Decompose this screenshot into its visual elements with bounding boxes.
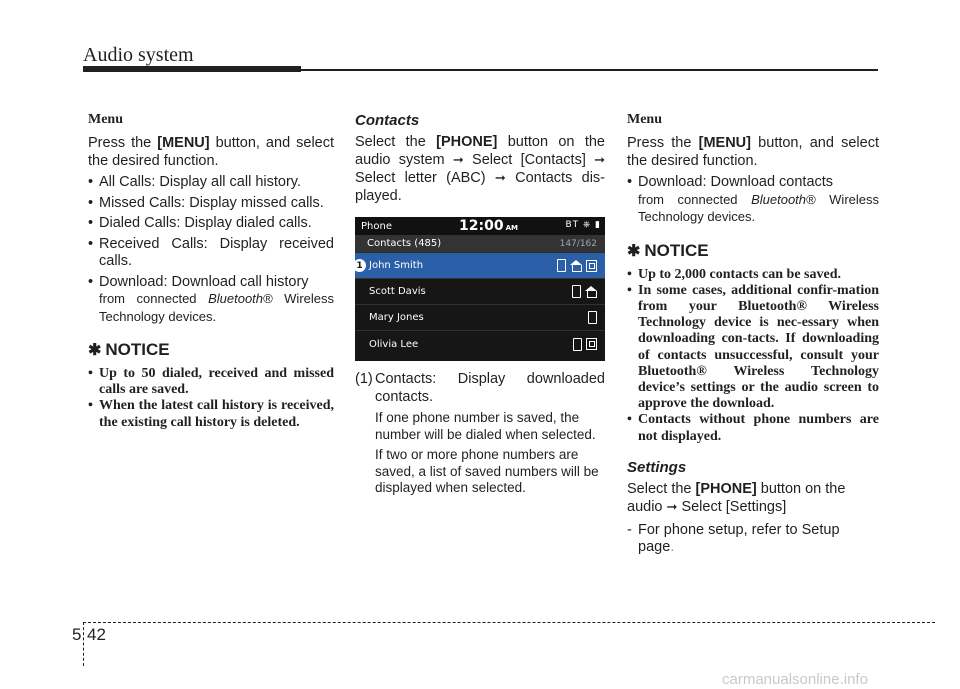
phone-key-label: [PHONE] xyxy=(695,480,757,497)
footer-rule xyxy=(83,622,935,623)
callout-descriptions xyxy=(355,371,605,497)
mobile-phone-icon xyxy=(557,259,566,272)
home-icon xyxy=(570,260,582,272)
notice-list xyxy=(627,267,879,445)
settings-instructions: Select the [PHONE] button on the audio ➞ Select [Settings] xyxy=(627,480,846,515)
list-item: • Dialed Calls: Display dialed calls. xyxy=(88,215,312,231)
arrow-right-icon: ➞ xyxy=(666,498,678,514)
notice-heading: ✱ NOTICE xyxy=(627,240,709,260)
notice-heading: ✱ NOTICE xyxy=(88,340,170,359)
setup-reference: - For phone setup, refer to Setup page. xyxy=(627,521,840,556)
screen-status-icons: BT ⎈ ▮ xyxy=(565,220,601,230)
mobile-phone-icon xyxy=(588,311,597,324)
header-rule-thick xyxy=(83,66,301,72)
watermark: carmanualsonline.info xyxy=(722,671,868,688)
notice-item: • Contacts without phone numbers are not displayed. xyxy=(627,412,879,444)
list-item-download: • Download: Download call history from connected Bluetooth® Wireless Technology devices. xyxy=(88,273,334,324)
chapter-number: 5 xyxy=(72,625,82,644)
mobile-phone-icon xyxy=(572,285,581,298)
contacts-heading: Contacts xyxy=(355,112,420,129)
menu-function-list xyxy=(627,174,879,227)
list-item: • Received Calls: Display received calls. xyxy=(88,235,334,269)
arrow-right-icon: ➞ xyxy=(494,170,506,185)
screen-contact-row: Olivia Lee xyxy=(355,331,605,357)
menu-key-label: [MENU] xyxy=(157,135,210,151)
screen-clock: 12:00 AM xyxy=(459,218,518,234)
screen-app-title: Phone xyxy=(361,220,392,232)
phone-key-label: [PHONE] xyxy=(436,134,498,150)
notice-item: • Up to 2,000 contacts can be saved. xyxy=(627,266,841,282)
notice-star-icon: ✱ xyxy=(627,242,641,260)
callout-description: (1) Contacts: Display downloaded contacts. xyxy=(355,371,605,405)
notice-star-icon: ✱ xyxy=(88,342,102,359)
menu-function-list xyxy=(88,174,334,326)
list-item-download: • Download: Download contacts from connected Bluetooth® Wireless Technology devices. xyxy=(627,174,879,224)
office-icon xyxy=(586,338,597,350)
footer-divider xyxy=(83,622,84,666)
column-call-history xyxy=(88,112,334,431)
notice-list xyxy=(88,366,334,431)
office-icon xyxy=(586,260,597,272)
header-rule-thin xyxy=(301,69,878,71)
menu-intro: Press the [MENU] button, and select the desired function. xyxy=(627,135,879,169)
screen-contact-count: 147/162 xyxy=(559,238,597,249)
page-number: 42 xyxy=(87,625,106,644)
intro-text: button, and select the desired function. xyxy=(88,135,335,169)
callout-badge: 1 xyxy=(353,259,366,272)
arrow-right-icon: ➞ xyxy=(594,152,605,167)
notice-item: • In some cases, additional confir-mation from your Bluetooth® Wireless Technology device is nec-essary when downloading con-tacts. If downloading of contacts unsuccessful, consult your Bluetooth® Wireless Technology device’s settings or the audio screen to approve the download. xyxy=(627,282,879,412)
column-contacts-menu xyxy=(627,112,879,557)
section-title: Audio system xyxy=(83,44,194,66)
list-item: • All Calls: Display all call history. xyxy=(88,174,301,190)
home-icon xyxy=(585,286,597,298)
intro-text: Press the xyxy=(88,135,158,151)
notice-item: • Up to 50 dialed, received and missed calls are saved. xyxy=(88,366,334,398)
settings-heading: Settings xyxy=(627,458,687,476)
menu-intro xyxy=(88,134,334,170)
contacts-screen-image xyxy=(355,217,605,361)
screen-contact-row: 1 John Smith xyxy=(355,253,605,279)
screen-contacts-bar: Contacts (485) 147/162 xyxy=(355,235,605,253)
menu-heading: Menu xyxy=(627,112,662,127)
callout-detail: If one phone number is saved, the number will be dialed when selected. xyxy=(375,410,596,442)
screen-contact-row: Scott Davis xyxy=(355,279,605,305)
menu-key-label: [MENU] xyxy=(698,135,751,151)
column-contacts xyxy=(355,112,605,497)
contacts-instructions: Select the [PHONE] button on the audio system ➞ Select [Contacts] ➞ Select letter (ABC) ➞ Contacts dis-played. xyxy=(355,134,605,204)
notice-item: • When the latest call history is received, the existing call history is deleted. xyxy=(88,398,334,430)
arrow-right-icon: ➞ xyxy=(452,152,464,167)
list-item: • Missed Calls: Display missed calls. xyxy=(88,194,324,211)
mobile-phone-icon xyxy=(573,338,582,351)
callout-detail: If two or more phone numbers are saved, a list of saved numbers will be displayed when selected. xyxy=(375,447,599,495)
screen-status-bar xyxy=(355,217,605,235)
menu-heading: Menu xyxy=(88,112,123,127)
screen-contact-row: Mary Jones xyxy=(355,305,605,331)
